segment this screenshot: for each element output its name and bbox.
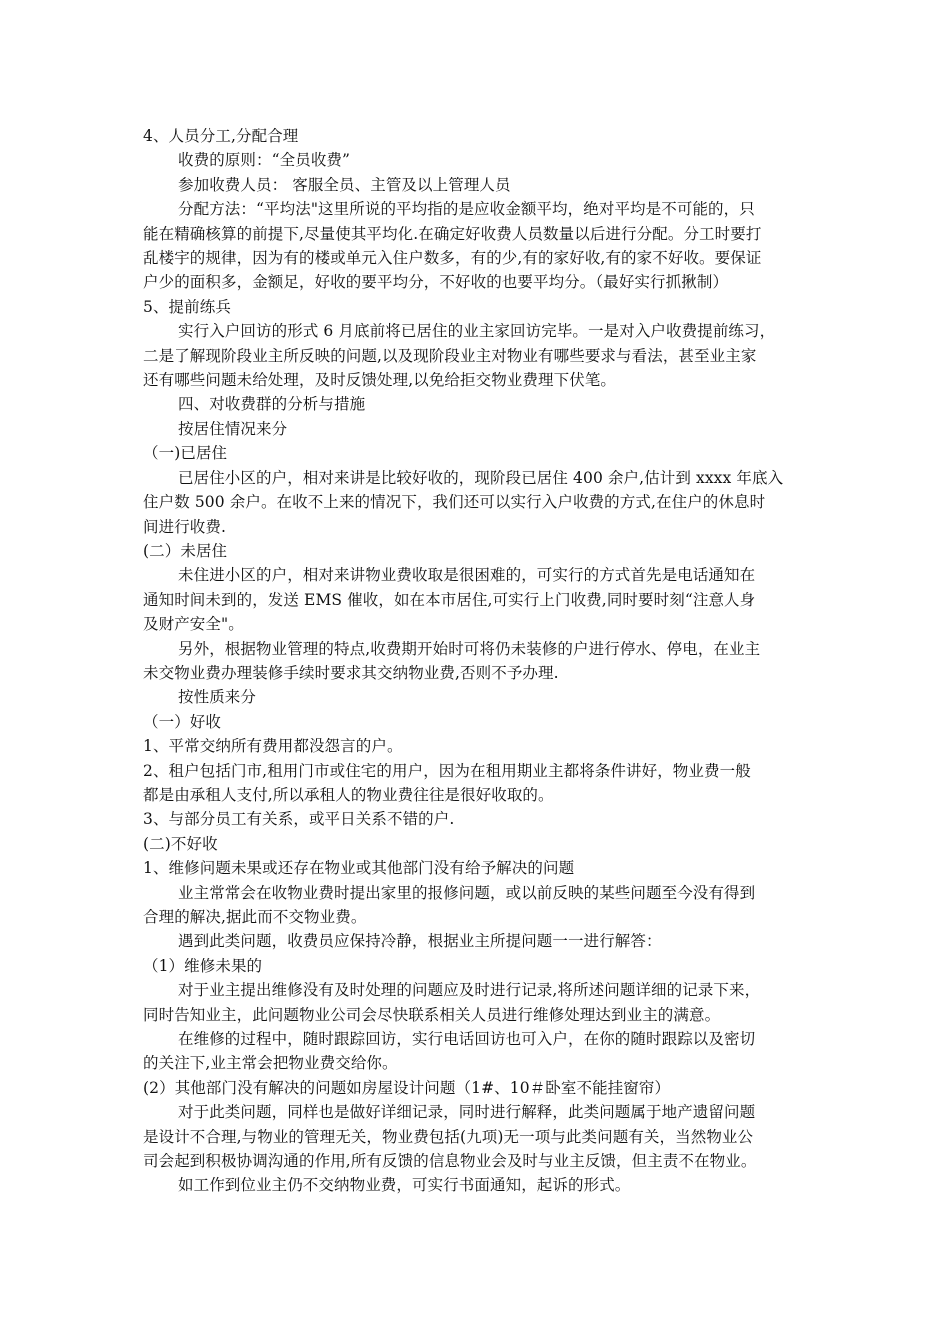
text-line: 如工作到位业主仍不交纳物业费，可实行书面通知，起诉的形式。 xyxy=(178,1176,631,1195)
text-line: 业主常常会在收物业费时提出家里的报修问题，或以前反映的某些问题至今没有得到 xyxy=(178,883,756,902)
text-line: 司会起到积极协调沟通的作用,所有反馈的信息物业会及时与业主反馈，但主责不在物业。 xyxy=(143,1152,757,1171)
text-line: 是设计不合理,与物业的管理无关，物业费包括(九项)无一项与此类问题有关，当然物业公 xyxy=(143,1127,754,1146)
text-line: 1、维修问题未果或还存在物业或其他部门没有给予解决的问题 xyxy=(143,859,575,878)
text-line: 同时告知业主，此问题物业公司会尽快联系相关人员进行维修处理达到业主的满意。 xyxy=(143,1005,721,1024)
text-line: 四、对收费群的分析与措施 xyxy=(178,395,366,414)
text-line: (二）未居住 xyxy=(143,541,228,560)
text-line: 及财产安全"。 xyxy=(143,615,244,634)
text-line: 对于业主提出维修没有及时处理的问题应及时进行记录,将所述问题详细的记录下来， xyxy=(178,981,761,1000)
text-line: （一）好收 xyxy=(143,712,222,731)
text-line: 间进行收费. xyxy=(143,517,227,536)
text-line: 住户数 500 余户。在收不上来的情况下，我们还可以实行入户收费的方式,在住户的休息时 xyxy=(143,493,766,512)
text-line: 在维修的过程中，随时跟踪回访，实行电话回访也可入户，在你的随时跟踪以及密切 xyxy=(178,1030,756,1049)
text-line: 1、平常交纳所有费用都没怨言的户。 xyxy=(143,737,403,756)
text-line: 未交物业费办理装修手续时要求其交纳物业费,否则不予办理. xyxy=(143,663,559,682)
text-line: 5、提前练兵 xyxy=(143,297,231,316)
text-line: 还有哪些问题未给处理，及时反馈处理,以免给拒交物业费理下伏笔。 xyxy=(143,371,617,390)
text-line: 已居住小区的户，相对来讲是比较好收的，现阶段已居住 400 余户,估计到 xxxx 年底入 xyxy=(178,468,784,487)
text-line: 收费的原则：“全员收费” xyxy=(178,151,351,170)
text-line: 通知时间未到的，发送 EMS 催收，如在本市居住,可实行上门收费,同时要时刻“注意人身 xyxy=(143,590,756,609)
text-line: 能在精确核算的前提下,尽量使其平均化.在确定好收费人员数量以后进行分配。分工时要打 xyxy=(143,224,762,243)
text-line: 户少的面积多，金额足，好收的要平均分，不好收的也要平均分。（最好实行抓揪制） xyxy=(143,273,729,292)
text-line: (二)不好收 xyxy=(143,834,218,853)
text-line: 按性质来分 xyxy=(178,688,257,707)
text-line: 3、与部分员工有关系，或平日关系不错的户. xyxy=(143,810,455,829)
text-line: 未住进小区的户，相对来讲物业费收取是很困难的，可实行的方式首先是电话通知在 xyxy=(178,566,756,585)
text-line: 都是由承租人支付,所以承租人的物业费往往是很好收取的。 xyxy=(143,785,554,804)
text-line: （一)已居住 xyxy=(143,444,228,463)
text-line: 分配方法：“平均法"这里所说的平均指的是应收金额平均，绝对平均是不可能的，只 xyxy=(178,200,755,219)
text-line: 另外，根据物业管理的特点,收费期开始时可将仍未装修的户进行停水、停电，在业主 xyxy=(178,639,761,658)
text-line: 的关注下,业主常会把物业费交给你。 xyxy=(143,1054,398,1073)
text-line: 4、人员分工,分配合理 xyxy=(143,127,299,145)
text-line: 实行入户回访的形式 6 月底前将已居住的业主家回访完毕。一是对入户收费提前练习， xyxy=(178,322,776,341)
text-line: 按居住情况来分 xyxy=(178,419,288,438)
text-line: 二是了解现阶段业主所反映的问题,以及现阶段业主对物业有哪些要求与看法，甚至业主家 xyxy=(143,346,757,365)
text-line: 遇到此类问题，收费员应保持冷静，根据业主所提问题一一进行解答： xyxy=(178,932,662,951)
text-line: 对于此类问题，同样也是做好详细记录，同时进行解释，此类问题属于地产遗留问题 xyxy=(178,1103,756,1122)
text-line: 乱楼宇的规律，因为有的楼或单元入住户数多，有的少,有的家好收,有的家不好收。要保证 xyxy=(143,249,762,268)
text-line: 参加收费人员： 客服全员、主管及以上管理人员 xyxy=(178,175,511,194)
text-line: 合理的解决,据此而不交物业费。 xyxy=(143,908,367,926)
document-body xyxy=(143,124,808,1198)
text-line: （1）维修未果的 xyxy=(143,956,263,975)
text-line: 2、租户包括门市,租用门市或住宅的用户，因为在租用期业主都将条件讲好，物业费一般 xyxy=(143,761,751,780)
text-line: (2）其他部门没有解决的问题如房屋设计问题（1#、10＃卧室不能挂窗帘） xyxy=(143,1078,671,1097)
